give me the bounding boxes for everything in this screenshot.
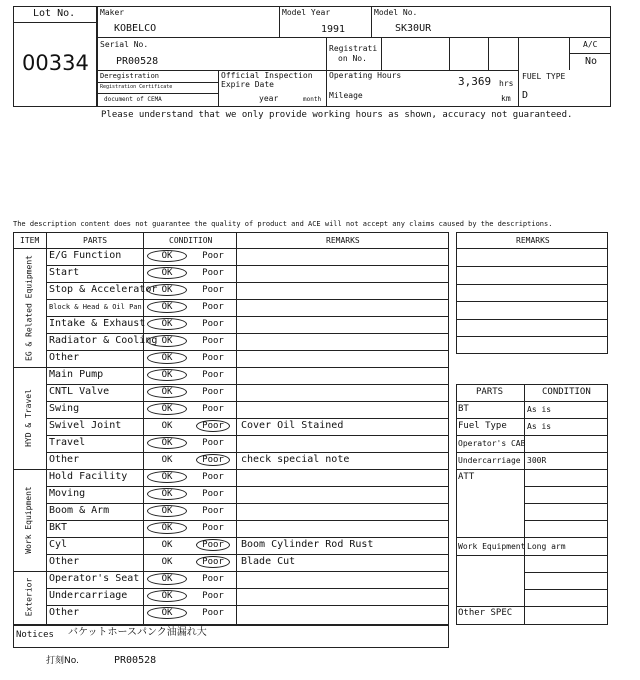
ok-selected: OK: [147, 267, 187, 279]
poor-option: Poor: [202, 285, 224, 295]
part-label: Undercarriage: [49, 590, 128, 601]
poor-option: Poor: [202, 574, 224, 584]
ok-selected: OK: [147, 284, 187, 296]
part-label: Swing: [49, 403, 80, 414]
group-label: HYD & Travel: [24, 389, 33, 447]
col-parts-header: PARTS: [83, 236, 108, 245]
col-condition-header: CONDITION: [169, 236, 213, 245]
spec-condition-fuel-type: As is: [527, 422, 552, 431]
cema-label: document of CEMA: [104, 96, 162, 103]
part-label: Other: [49, 454, 80, 465]
model-year-label: Model Year: [282, 8, 331, 17]
ac-value: No: [585, 56, 598, 67]
poor-option: Poor: [202, 302, 224, 312]
poor-option: Poor: [202, 319, 224, 329]
spec-parts-header: PARTS: [476, 387, 504, 397]
spec-condition-bt: As is: [527, 405, 552, 414]
spec-part-undercarriage: Undercarriage: [458, 456, 521, 465]
part-label: Intake & Exhaust: [49, 318, 146, 329]
hrs-label: hrs: [499, 79, 514, 88]
col-item-header: ITEM: [20, 236, 40, 245]
poor-selected: Poor: [196, 556, 230, 568]
serial-label: Serial No.: [100, 40, 149, 49]
spec-part-work-equipment: Work Equipment: [458, 542, 526, 551]
poor-option: Poor: [202, 472, 224, 482]
part-label: Boom & Arm: [49, 505, 110, 516]
part-label: Travel: [49, 437, 86, 448]
stamp-value: PR00528: [114, 655, 157, 666]
part-label: Main Pump: [49, 369, 104, 380]
ok-selected: OK: [147, 250, 187, 262]
ok-selected: OK: [147, 369, 187, 381]
part-label: Other: [49, 352, 80, 363]
ok-selected: OK: [147, 488, 187, 500]
part-label: Stop & Accelerator: [49, 284, 158, 295]
part-label: Block & Head & Oil Pan: [49, 303, 142, 311]
spec-condition-undercarriage: 300R: [527, 456, 547, 465]
lot-label: Lot No.: [33, 8, 76, 19]
group-label: Exterior: [24, 577, 33, 616]
lot-number: 00334: [22, 51, 89, 75]
remark-text: Boom Cylinder Rod Rust: [241, 539, 374, 550]
ok-selected: OK: [147, 352, 187, 364]
poor-option: Poor: [202, 608, 224, 618]
poor-option: Poor: [202, 523, 224, 533]
inspection-label-2: Expire Date: [221, 80, 274, 89]
group-label: EG & Related Equipment: [24, 254, 33, 361]
ok-selected: OK: [147, 471, 187, 483]
remark-text: Blade Cut: [241, 556, 296, 567]
poor-selected: Poor: [196, 454, 230, 466]
maker-label: Maker: [100, 8, 125, 17]
poor-selected: Poor: [196, 420, 230, 432]
ok-option: OK: [161, 540, 173, 550]
operating-hours-label: Operating Hours: [329, 71, 402, 80]
ok-option: OK: [161, 455, 173, 465]
part-label: Swivel Joint: [49, 420, 122, 431]
km-label: km: [501, 94, 511, 103]
poor-option: Poor: [202, 404, 224, 414]
poor-option: Poor: [202, 438, 224, 448]
ok-selected: OK: [147, 437, 187, 449]
ok-selected: OK: [147, 505, 187, 517]
ac-label: A/C: [583, 40, 598, 49]
part-label: E/G Function: [49, 250, 122, 261]
part-label: Other: [49, 556, 80, 567]
ok-selected: OK: [147, 301, 187, 313]
fuel-type-value: D: [522, 90, 529, 101]
ok-selected: OK: [147, 386, 187, 398]
ok-selected: OK: [147, 573, 187, 585]
ok-selected: OK: [147, 318, 187, 330]
ok-option: OK: [161, 421, 173, 431]
poor-option: Poor: [202, 251, 224, 261]
poor-selected: Poor: [196, 539, 230, 551]
poor-option: Poor: [202, 336, 224, 346]
poor-option: Poor: [202, 353, 224, 363]
spec-part-operator-cab: Operator's CAB: [458, 439, 526, 448]
year-label: year: [259, 94, 279, 103]
hours-disclaimer: Please understand that we only provide working hours as shown, accuracy not guaranteed.: [101, 110, 573, 120]
spec-condition-header: CONDITION: [542, 387, 591, 397]
maker-value: KOBELCO: [114, 23, 157, 34]
poor-option: Poor: [202, 387, 224, 397]
model-no-value: SK30UR: [395, 23, 432, 34]
mileage-label: Mileage: [329, 91, 363, 100]
poor-option: Poor: [202, 268, 224, 278]
notices-label: Notices: [16, 630, 54, 640]
part-label: BKT: [49, 522, 68, 533]
ok-selected: OK: [147, 607, 187, 619]
poor-option: Poor: [202, 591, 224, 601]
spec-part-other-spec: Other SPEC: [458, 608, 513, 618]
ok-option: OK: [161, 557, 173, 567]
model-year-value: 1991: [321, 24, 346, 35]
remark-text: check special note: [241, 454, 350, 465]
col-remarks-header: REMARKS: [326, 236, 360, 245]
ok-selected: OK: [147, 522, 187, 534]
spec-condition-work-equipment: Long arm: [527, 542, 566, 551]
ok-selected: OK: [147, 403, 187, 415]
poor-option: Poor: [202, 489, 224, 499]
poor-option: Poor: [202, 370, 224, 380]
part-label: Other: [49, 607, 80, 618]
part-label: Radiator & Cooling: [49, 335, 158, 346]
right-remarks-header: REMARKS: [516, 236, 550, 245]
deregistration-label: Deregistration: [100, 72, 160, 80]
spec-part-fuel-type: Fuel Type: [458, 421, 507, 431]
part-label: Operator's Seat: [49, 573, 140, 584]
registration-label-1: Registrati: [329, 44, 378, 53]
fuel-type-label: FUEL TYPE: [522, 72, 566, 81]
operating-hours-value: 3,369: [458, 75, 492, 88]
description-disclaimer: The description content does not guarantee the quality of product and ACE will not accept any claims caused by the descriptions.: [13, 220, 553, 228]
part-label: Moving: [49, 488, 86, 499]
serial-value: PR00528: [116, 56, 159, 67]
poor-option: Poor: [202, 506, 224, 516]
model-no-label: Model No.: [374, 8, 418, 17]
notices-value: バケットホースパンク油漏れ大: [68, 627, 207, 638]
part-label: Start: [49, 267, 80, 278]
group-label: Work Equipment: [24, 486, 33, 554]
inspection-label-1: Official Inspection: [221, 71, 313, 80]
ok-selected: OK: [147, 590, 187, 602]
registration-certificate-label: Registration Certificate: [100, 84, 173, 90]
spec-part-att: ATT: [458, 472, 475, 482]
part-label: CNTL Valve: [49, 386, 110, 397]
stamp-label: 打刻No.: [46, 656, 79, 666]
spec-part-bt: BT: [458, 404, 469, 414]
remark-text: Cover Oil Stained: [241, 420, 344, 431]
month-label: month: [303, 96, 322, 103]
part-label: Hold Facility: [49, 471, 128, 482]
part-label: Cyl: [49, 539, 68, 550]
ok-selected: OK: [147, 335, 187, 347]
registration-label-2: on No.: [338, 54, 367, 63]
